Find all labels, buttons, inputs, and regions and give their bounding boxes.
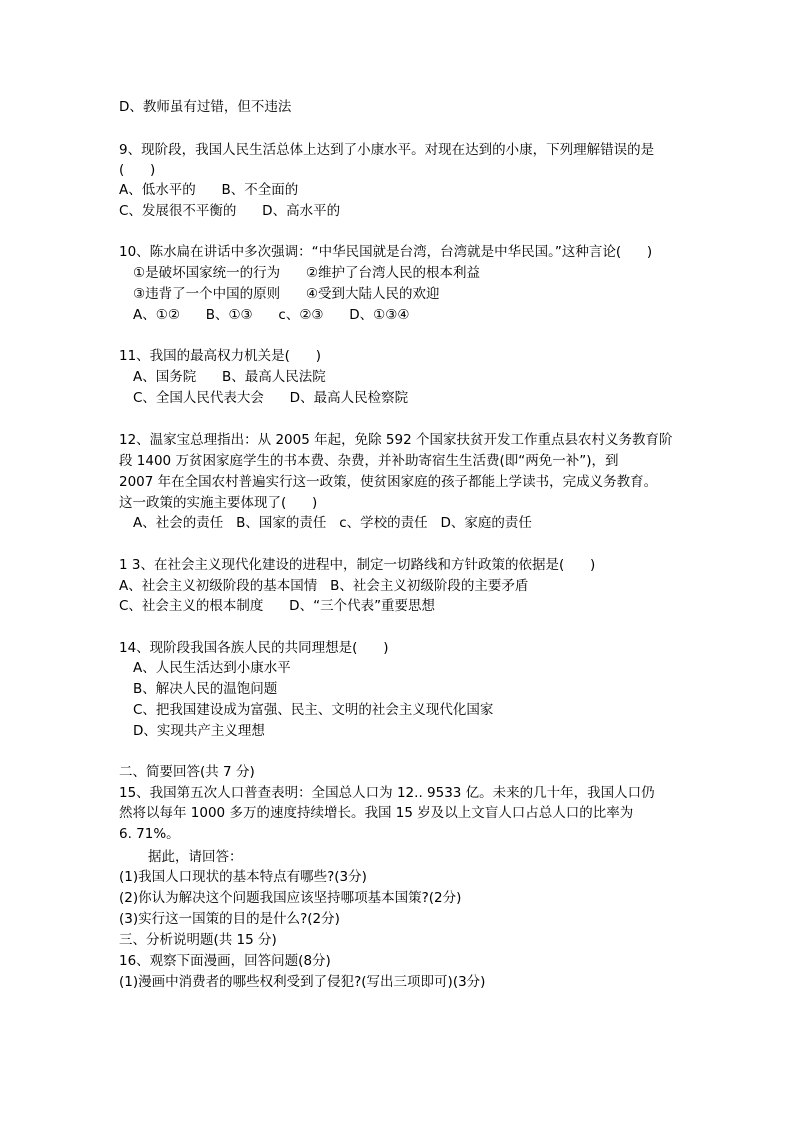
q12-stem-4: 这一政策的实施主要体现了( ) [119, 495, 318, 511]
q13-options-ab: A、社会主义初级阶段的基本国情 B、社会主义初级阶段的主要矛盾 [119, 578, 529, 594]
q11-options-cd: C、全国人民代表大会 D、最高人民检察院 [133, 390, 409, 406]
q9-options-cd: C、发展很不平衡的 D、高水平的 [119, 203, 341, 219]
q10-statements-12: ①是破坏国家统一的行为 ②维护了台湾人民的根本利益 [133, 265, 480, 281]
q15-sub-1: (1)我国人口现状的基本特点有哪些?(3分) [119, 869, 367, 885]
q14-option-b: B、解决人民的温饱问题 [133, 681, 278, 697]
section-2-heading: 二、简要回答(共 7 分) [119, 764, 255, 780]
section-3-heading: 三、分析说明题(共 15 分) [119, 932, 277, 948]
q15-sub-3: (3)实行这一国策的目的是什么?(2分) [119, 911, 340, 927]
q15-prompt: 据此，请回答： [148, 849, 243, 865]
q13-stem: 1 3、在社会主义现代化建设的进程中，制定一切路线和方针政策的依据是( ) [119, 557, 596, 573]
q15-stem-1: 15、我国第五次人口普查表明：全国总人口为 12.. 9533 亿。未来的几十年，我国人口仍 [119, 785, 655, 801]
q15-stem-2: 然将以每年 1000 多万的速度持续增长。我国 15 岁及以上文盲人口占总人口的比率为 [119, 805, 634, 821]
q16-sub-1: (1)漫画中消费者的哪些权利受到了侵犯?(写出三项即可)(3分) [119, 974, 486, 990]
q14-option-a: A、人民生活达到小康水平 [133, 660, 291, 676]
q9-options-ab: A、低水平的 B、不全面的 [119, 182, 299, 198]
q10-stem: 10、陈水扁在讲话中多次强调：“中华民国就是台湾，台湾就是中华民国。”这种言论( ) [119, 244, 653, 260]
q11-stem: 11、我国的最高权力机关是( ) [119, 348, 321, 364]
q16-stem: 16、观察下面漫画，回答问题(8分) [119, 953, 331, 969]
q10-statements-34: ③违背了一个中国的原则 ④受到大陆人民的欢迎 [133, 286, 440, 302]
q13-options-cd: C、社会主义的根本制度 D、“三个代表”重要思想 [119, 598, 436, 614]
q9-stem: 9、现阶段，我国人民生活总体上达到了小康水平。对现在达到的小康，下列理解错误的是 [119, 142, 655, 158]
q9-blank: ( ) [119, 162, 156, 178]
q8-option-d: D、教师虽有过错，但不违法 [119, 99, 292, 115]
q12-stem-2: 段 1400 万贫困家庭学生的书本费、杂费，并补助寄宿生生活费(即“两免一补”)，到 [119, 453, 619, 469]
q15-sub-2: (2)你认为解决这个问题我国应该坚持哪项基本国策?(2分) [119, 890, 462, 906]
q12-stem-3: 2007 年在全国农村普遍实行这一政策，使贫困家庭的孩子都能上学读书，完成义务教育。 [119, 474, 658, 490]
q12-options: A、社会的责任 B、国家的责任 c、学校的责任 D、家庭的责任 [133, 515, 532, 531]
q14-option-d: D、实现共产主义理想 [133, 723, 265, 739]
q11-options-ab: A、国务院 B、最高人民法院 [133, 369, 326, 385]
q10-options: A、①② B、①③ c、②③ D、①③④ [133, 307, 410, 323]
q15-stem-3: 6. 71%。 [119, 826, 180, 842]
q14-stem: 14、现阶段我国各族人民的共同理想是( ) [119, 640, 389, 656]
q12-stem-1: 12、温家宝总理指出：从 2005 年起，免除 592 个国家扶贫开发工作重点县农村义务教育阶 [119, 432, 673, 448]
q14-option-c: C、把我国建设成为富强、民主、文明的社会主义现代化国家 [133, 702, 494, 718]
